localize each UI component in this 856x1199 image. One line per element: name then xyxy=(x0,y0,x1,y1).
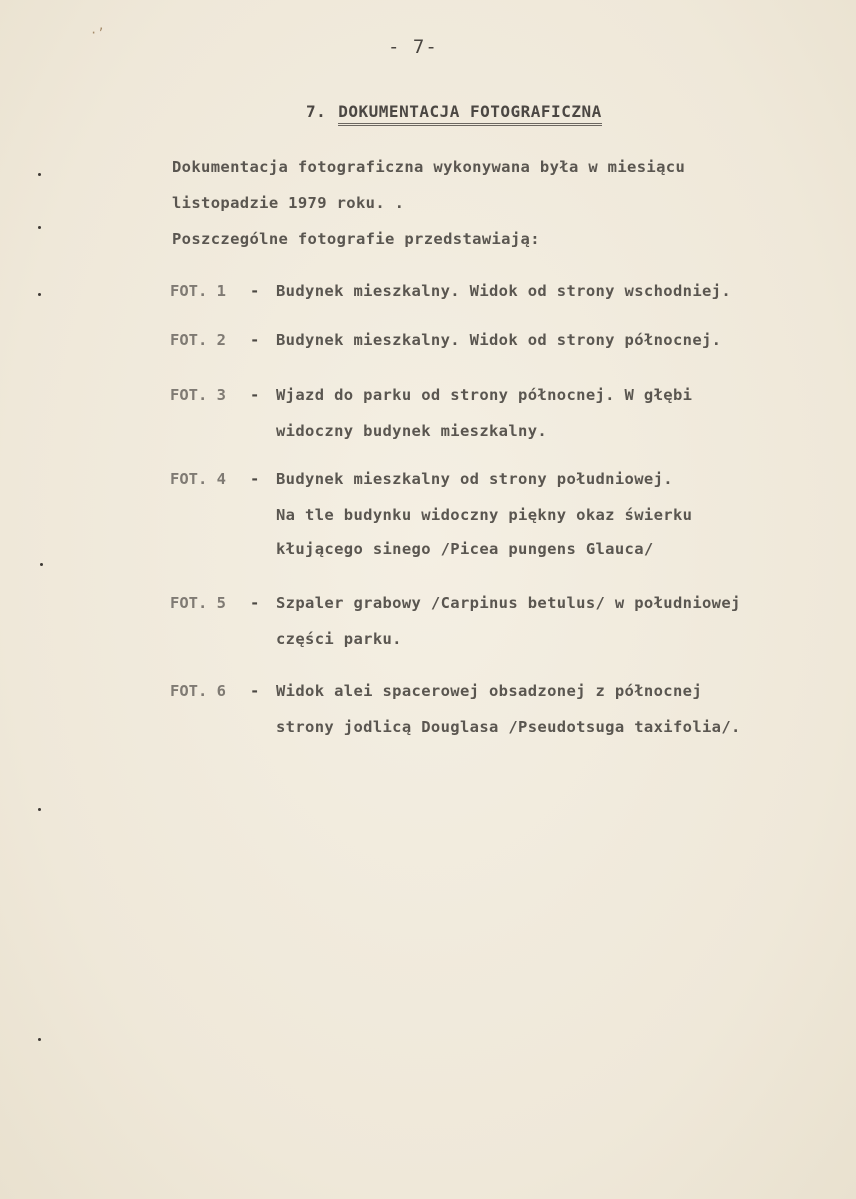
photo-label: FOT. 6 xyxy=(170,682,226,700)
dash: - xyxy=(250,282,260,300)
section-number: 7. xyxy=(306,102,327,121)
margin-mark xyxy=(38,1038,41,1041)
intro-line: Dokumentacja fotograficzna wykonywana była w miesiącu xyxy=(172,158,686,176)
photo-description-line: kłującego sinego /Picea pungens Glauca/ xyxy=(276,540,654,558)
margin-mark xyxy=(40,563,43,566)
dash: - xyxy=(250,594,260,612)
photo-description-line: strony jodlicą Douglasa /Pseudotsuga taxifolia/. xyxy=(276,718,741,736)
margin-mark xyxy=(38,226,41,229)
photo-description-line: widoczny budynek mieszkalny. xyxy=(276,422,548,440)
corner-mark: ·’ xyxy=(90,26,105,40)
photo-description-line: Szpaler grabowy /Carpinus betulus/ w południowej xyxy=(276,594,741,612)
section-heading xyxy=(306,102,602,126)
photo-description-line: Budynek mieszkalny. Widok od strony wschodniej. xyxy=(276,282,732,300)
margin-mark xyxy=(38,293,41,296)
dash: - xyxy=(250,386,260,404)
dash: - xyxy=(250,470,260,488)
intro-line: listopadzie 1979 roku. . xyxy=(172,194,405,212)
photo-description-line: Na tle budynku widoczny piękny okaz świerku xyxy=(276,506,693,524)
photo-label: FOT. 1 xyxy=(170,282,226,300)
photo-label: FOT. 4 xyxy=(170,470,226,488)
photo-description-line: Budynek mieszkalny. Widok od strony północnej. xyxy=(276,331,722,349)
photo-label: FOT. 5 xyxy=(170,594,226,612)
margin-mark xyxy=(38,173,41,176)
photo-description-line: części parku. xyxy=(276,630,402,648)
photo-description-line: Wjazd do parku od strony północnej. W głębi xyxy=(276,386,693,404)
photo-description-line: Budynek mieszkalny od strony południowej. xyxy=(276,470,673,488)
photo-description-line: Widok alei spacerowej obsadzonej z północnej xyxy=(276,682,702,700)
dash: - xyxy=(250,682,260,700)
section-title: DOKUMENTACJA FOTOGRAFICZNA xyxy=(338,102,601,126)
photo-label: FOT. 3 xyxy=(170,386,226,404)
intro-line: Poszczególne fotografie przedstawiają: xyxy=(172,230,540,248)
photo-label: FOT. 2 xyxy=(170,331,226,349)
dash: - xyxy=(250,331,260,349)
margin-mark xyxy=(38,808,41,811)
page-number: - 7- xyxy=(388,36,438,58)
